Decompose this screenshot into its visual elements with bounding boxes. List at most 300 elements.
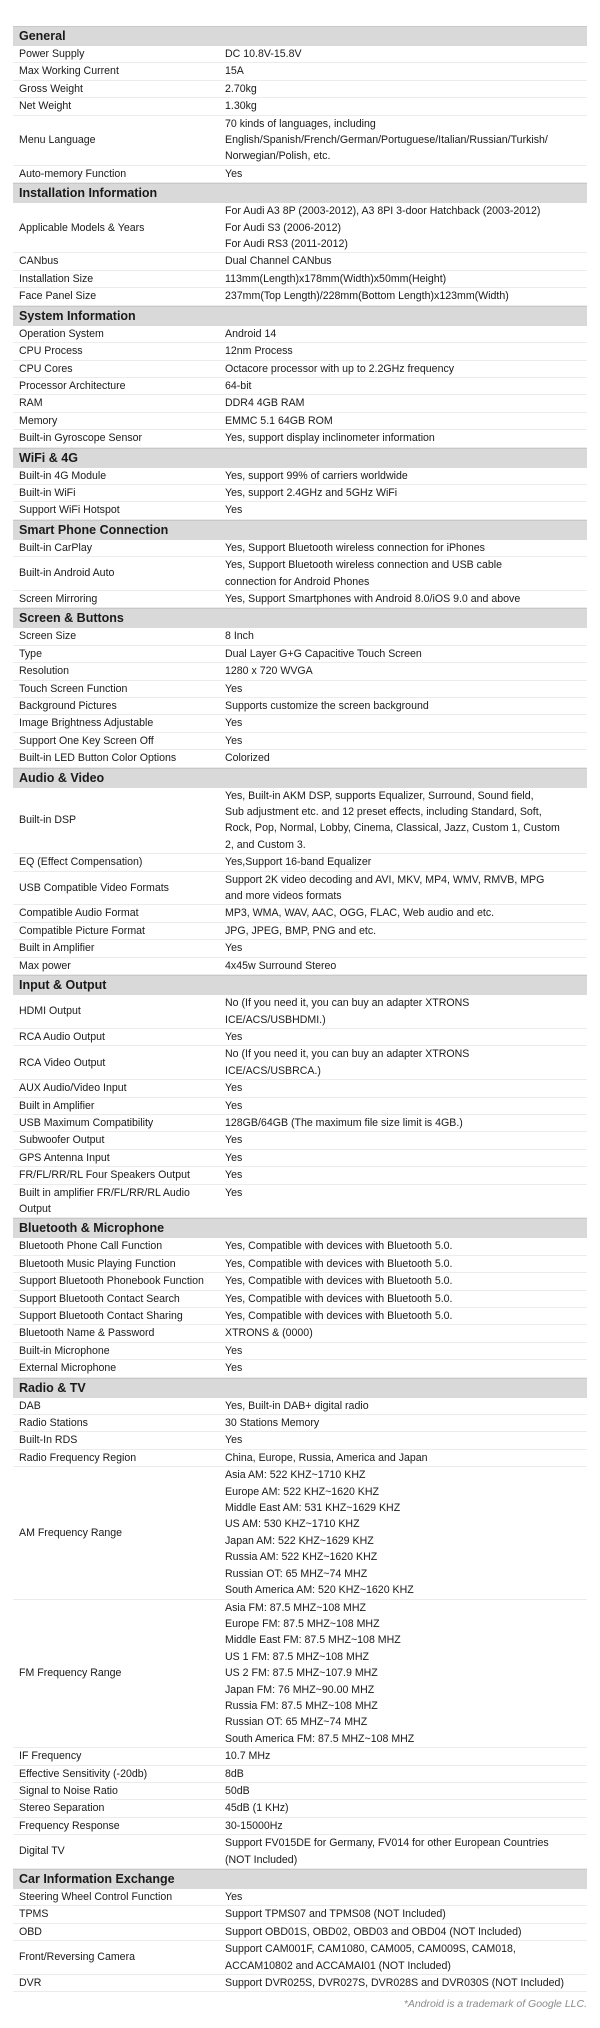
spec-value (223, 788, 587, 854)
spec-value-line: 30-15000Hz (225, 1819, 283, 1832)
section-general (13, 26, 587, 183)
spec-label: USB Maximum Compatibility (19, 1116, 154, 1129)
spec-row (13, 1600, 587, 1749)
spec-row (13, 1325, 587, 1342)
section-car-information-exchange (13, 1869, 587, 1992)
section-installation-information (13, 183, 587, 305)
spec-value (223, 413, 587, 429)
spec-label: Bluetooth Phone Call Function (19, 1240, 163, 1253)
spec-row (13, 1308, 587, 1325)
spec-value-line: US AM: 530 KHZ~1710 KHZ (225, 1518, 360, 1531)
section-header: Radio & TV (13, 1378, 587, 1398)
spec-row (13, 557, 587, 591)
spec-value (223, 1600, 587, 1748)
section-header: Smart Phone Connection (13, 520, 587, 540)
spec-label: FM Frequency Range (19, 1667, 122, 1680)
spec-row (13, 1167, 587, 1184)
spec-row (13, 1467, 587, 1599)
spec-value (223, 116, 587, 165)
spec-value-line: Asia FM: 87.5 MHZ~108 MHZ (225, 1601, 366, 1614)
spec-value (223, 750, 587, 766)
spec-row (13, 995, 587, 1029)
spec-value-line: Middle East AM: 531 KHZ~1629 KHZ (225, 1502, 401, 1515)
spec-row (13, 395, 587, 412)
section-header: Bluetooth & Microphone (13, 1218, 587, 1238)
spec-label: TPMS (19, 1908, 49, 1921)
spec-value-line: Yes, Support Bluetooth wireless connection for iPhones (225, 541, 485, 554)
spec-label: RCA Video Output (19, 1056, 106, 1069)
spec-value-line: 2, and Custom 3. (225, 838, 306, 851)
spec-value-line: 8 Inch (225, 630, 254, 643)
spec-value-line: 4x45w Surround Stereo (225, 959, 337, 972)
spec-row (13, 326, 587, 343)
spec-label: Bluetooth Name & Password (19, 1327, 155, 1340)
spec-value-line: Yes (225, 1169, 243, 1182)
spec-value (223, 343, 587, 359)
spec-value-line: Yes (225, 1030, 243, 1043)
spec-row (13, 1975, 587, 1992)
spec-row (13, 343, 587, 360)
spec-row (13, 1343, 587, 1360)
spec-value (223, 1343, 587, 1359)
spec-value (223, 1167, 587, 1183)
spec-label: Screen Mirroring (19, 592, 98, 605)
spec-label: Menu Language (19, 134, 96, 147)
spec-value-line: Supports customize the screen background (225, 700, 429, 712)
spec-row (13, 1450, 587, 1467)
spec-label: USB Compatible Video Formats (19, 881, 169, 894)
spec-label: Compatible Picture Format (19, 924, 145, 937)
section-header: Audio & Video (13, 768, 587, 788)
spec-row (13, 872, 587, 906)
spec-value (223, 698, 587, 714)
spec-value (223, 1150, 587, 1166)
spec-value (223, 253, 587, 269)
spec-value-line: Dual Layer G+G Capacitive Touch Screen (225, 647, 422, 660)
spec-row (13, 1046, 587, 1080)
spec-label: Signal to Noise Ratio (19, 1784, 118, 1797)
spec-value-line: 128GB/64GB (The maximum file size limit is 4GB.) (225, 1116, 463, 1129)
spec-label: HDMI Output (19, 1005, 81, 1018)
spec-label: Face Panel Size (19, 290, 97, 303)
spec-value-line: Support DVR025S, DVR027S, DVR028S and DVR030S (NOT Included) (225, 1977, 564, 1990)
spec-value-line: Yes, Compatible with devices with Bluetooth 5.0. (225, 1275, 453, 1288)
spec-value (223, 872, 587, 905)
spec-value-line: connection for Android Phones (225, 575, 370, 588)
section-header: Car Information Exchange (13, 1869, 587, 1889)
section-smart-phone-connection (13, 520, 587, 609)
spec-label: Gross Weight (19, 82, 83, 95)
spec-row (13, 750, 587, 767)
spec-label: RAM (19, 397, 43, 410)
section-radio-tv (13, 1378, 587, 1869)
spec-label: Image Brightness Adjustable (19, 717, 154, 730)
spec-label: Power Supply (19, 48, 85, 60)
spec-value-line: 10.7 MHz (225, 1750, 271, 1763)
spec-value (223, 628, 587, 644)
spec-row (13, 733, 587, 750)
spec-value-line: ICE/ACS/USBHDMI.) (225, 1013, 326, 1026)
spec-row (13, 1080, 587, 1097)
spec-label: Bluetooth Music Playing Function (19, 1257, 176, 1270)
spec-label: CANbus (19, 255, 59, 268)
spec-value-line: Yes (225, 682, 243, 695)
spec-row (13, 1783, 587, 1800)
spec-value-line: Dual Channel CANbus (225, 255, 332, 268)
spec-row (13, 81, 587, 98)
spec-label: Screen Size (19, 630, 77, 643)
spec-row (13, 1238, 587, 1255)
spec-value (223, 1975, 587, 1991)
spec-value-line: Yes, support display inclinometer information (225, 432, 435, 445)
spec-row (13, 98, 587, 115)
spec-label: Resolution (19, 665, 70, 678)
section-header: Screen & Buttons (13, 608, 587, 628)
spec-value (223, 1783, 587, 1799)
spec-value-line: ACCAM10802 and ACCAMAI01 (NOT Included) (225, 1959, 451, 1972)
spec-value-line: Yes, support 99% of carriers worldwide (225, 469, 408, 482)
spec-value-line: Yes, Support Smartphones with Android 8.0/iOS 9.0 and above (225, 592, 521, 605)
spec-value-line: 45dB (1 KHz) (225, 1802, 289, 1815)
spec-row (13, 715, 587, 732)
spec-row (13, 468, 587, 485)
spec-row (13, 1432, 587, 1449)
spec-label: Built-in WiFi (19, 486, 76, 499)
spec-value-line: US 1 FM: 87.5 MHZ~108 MHZ (225, 1650, 369, 1663)
spec-label: GPS Antenna Input (19, 1151, 110, 1164)
spec-value-line: Yes, Support Bluetooth wireless connection and USB cable (225, 559, 502, 572)
spec-row (13, 540, 587, 557)
spec-value-line: Sub adjustment etc. and 12 preset effects, including Standard, Soft, (225, 806, 542, 819)
spec-value-line: Yes, Compatible with devices with Bluetooth 5.0. (225, 1292, 453, 1305)
spec-label: Stereo Separation (19, 1802, 105, 1815)
spec-label: Processor Architecture (19, 379, 126, 392)
spec-row (13, 271, 587, 288)
spec-row (13, 430, 587, 447)
spec-value-line: Yes,Support 16-band Equalizer (225, 856, 372, 869)
spec-row (13, 1273, 587, 1290)
spec-row (13, 1132, 587, 1149)
spec-row (13, 46, 587, 63)
spec-label: Built in Amplifier (19, 1099, 95, 1112)
spec-value (223, 1924, 587, 1940)
spec-value-line: Asia AM: 522 KHZ~1710 KHZ (225, 1469, 366, 1482)
spec-label: OBD (19, 1925, 42, 1938)
spec-label: CPU Cores (19, 362, 73, 375)
spec-value-line: Yes (225, 1099, 243, 1112)
spec-value (223, 395, 587, 411)
spec-value-line: Russia FM: 87.5 MHZ~108 MHZ (225, 1699, 378, 1712)
spec-label: Radio Stations (19, 1417, 88, 1430)
spec-label: DVR (19, 1977, 42, 1990)
spec-label: Max Working Current (19, 65, 119, 78)
spec-value-line: 70 kinds of languages, including (225, 117, 376, 130)
spec-label: EQ (Effect Compensation) (19, 856, 143, 869)
spec-value (223, 1360, 587, 1376)
spec-value-line: 1280 x 720 WVGA (225, 665, 313, 678)
spec-value-line: Rock, Pop, Normal, Lobby, Cinema, Classical, Jazz, Custom 1, Custom (225, 822, 560, 835)
spec-row (13, 288, 587, 305)
spec-label: Subwoofer Output (19, 1134, 105, 1147)
spec-value-line: For Audi S3 (2006-2012) (225, 221, 342, 234)
spec-label: Effective Sensitivity (-20db) (19, 1767, 148, 1780)
spec-row (13, 923, 587, 940)
spec-row (13, 1360, 587, 1377)
spec-value-line: JPG, JPEG, BMP, PNG and etc. (225, 924, 377, 937)
spec-value (223, 81, 587, 97)
spec-value (223, 1029, 587, 1045)
spec-label: IF Frequency (19, 1750, 82, 1763)
spec-label: Front/Reversing Camera (19, 1951, 135, 1964)
spec-row (13, 1291, 587, 1308)
spec-value-line: Yes, Compatible with devices with Bluetooth 5.0. (225, 1257, 453, 1270)
spec-label: Installation Size (19, 272, 94, 285)
spec-value-line: DC 10.8V-15.8V (225, 48, 302, 60)
spec-label: Support WiFi Hotspot (19, 504, 120, 517)
spec-value-line: Russian OT: 65 MHZ~74 MHZ (225, 1716, 368, 1729)
section-header: Installation Information (13, 183, 587, 203)
spec-value-line: South America AM: 520 KHZ~1620 KHZ (225, 1584, 414, 1597)
spec-row (13, 1800, 587, 1817)
spec-value-line: 237mm(Top Length)/228mm(Bottom Length)x123mm(Width) (225, 290, 509, 303)
spec-row (13, 681, 587, 698)
spec-value (223, 1256, 587, 1272)
spec-value-line: Yes (225, 1362, 243, 1375)
spec-value (223, 1325, 587, 1341)
spec-value (223, 46, 587, 62)
spec-value (223, 540, 587, 556)
spec-value-line: Support 2K video decoding and AVI, MKV, MP4, WMV, RMVB, MPG (225, 873, 545, 886)
spec-row (13, 958, 587, 975)
spec-value (223, 1800, 587, 1816)
section-audio-video (13, 768, 587, 975)
spec-value-line: MP3, WMA, WAV, AAC, OGG, FLAC, Web audio and etc. (225, 907, 495, 920)
spec-label: Background Pictures (19, 700, 117, 712)
spec-value-line: Yes (225, 734, 243, 747)
spec-label: Support Bluetooth Phonebook Function (19, 1275, 204, 1288)
spec-value-line: and more videos formats (225, 890, 342, 903)
spec-row (13, 485, 587, 502)
spec-value-line: Yes (225, 1434, 243, 1447)
spec-label: Built-in LED Button Color Options (19, 752, 177, 765)
section-header: Input & Output (13, 975, 587, 995)
spec-label: Type (19, 647, 42, 660)
spec-value (223, 591, 587, 607)
spec-row (13, 166, 587, 183)
spec-label: Digital TV (19, 1845, 65, 1858)
spec-row (13, 1185, 587, 1219)
spec-value (223, 663, 587, 679)
spec-value-line: Japan FM: 76 MHZ~90.00 MHZ (225, 1683, 375, 1696)
spec-value-line: Support CAM001F, CAM1080, CAM005, CAM009S, CAM018, (225, 1943, 516, 1956)
spec-value-line: Middle East FM: 87.5 MHZ~108 MHZ (225, 1634, 401, 1647)
spec-value (223, 1432, 587, 1448)
spec-row (13, 361, 587, 378)
spec-row (13, 1766, 587, 1783)
spec-value-line: Yes, Built-in AKM DSP, supports Equalizer, Surround, Sound field, (225, 789, 534, 802)
spec-value-line: Support OBD01S, OBD02, OBD03 and OBD04 (NOT Included) (225, 1925, 522, 1938)
spec-label: Frequency Response (19, 1819, 120, 1832)
spec-value (223, 1906, 587, 1922)
spec-value (223, 468, 587, 484)
spec-value (223, 715, 587, 731)
spec-value-line: ICE/ACS/USBRCA.) (225, 1064, 321, 1077)
spec-value-line: Yes (225, 1186, 243, 1199)
section-screen-buttons (13, 608, 587, 767)
spec-value (223, 361, 587, 377)
spec-value (223, 1941, 587, 1974)
spec-value-line: Support FV015DE for Germany, FV014 for other European Countries (225, 1837, 549, 1850)
spec-table (13, 26, 587, 1992)
spec-row (13, 63, 587, 80)
spec-value (223, 1132, 587, 1148)
section-wifi-4g (13, 448, 587, 520)
spec-row (13, 698, 587, 715)
spec-label: CPU Process (19, 345, 83, 358)
spec-label: Support Bluetooth Contact Sharing (19, 1310, 183, 1322)
spec-label: FR/FL/RR/RL Four Speakers Output (19, 1169, 190, 1182)
spec-label: Built-in 4G Module (19, 469, 107, 482)
spec-label: AM Frequency Range (19, 1526, 123, 1539)
spec-value-line: Yes (225, 717, 243, 730)
spec-row (13, 854, 587, 871)
spec-value-line: For Audi A3 8P (2003-2012), A3 8PI 3-door Hatchback (2003-2012) (225, 205, 541, 218)
spec-label: Memory (19, 414, 58, 427)
spec-row (13, 203, 587, 253)
spec-row (13, 1150, 587, 1167)
spec-value-line: Russia AM: 522 KHZ~1620 KHZ (225, 1551, 378, 1564)
spec-value (223, 1748, 587, 1764)
spec-row (13, 1889, 587, 1906)
spec-value (223, 430, 587, 446)
spec-value (223, 958, 587, 974)
spec-label: Built-in Gyroscope Sensor (19, 432, 143, 445)
spec-value (223, 1098, 587, 1114)
spec-label: Operation System (19, 327, 104, 340)
spec-label: Built-in CarPlay (19, 541, 93, 554)
spec-value-line: Yes (225, 504, 243, 517)
spec-value-line: Norwegian/Polish, etc. (225, 150, 331, 163)
spec-value (223, 1889, 587, 1905)
spec-value (223, 485, 587, 501)
spec-value-line: EMMC 5.1 64GB ROM (225, 414, 333, 427)
spec-row (13, 905, 587, 922)
spec-value-line: Russian OT: 65 MHZ~74 MHZ (225, 1567, 368, 1580)
spec-label: Built-In RDS (19, 1434, 78, 1447)
spec-value-line: Yes (225, 1134, 243, 1147)
spec-row (13, 1398, 587, 1415)
section-header: General (13, 26, 587, 46)
spec-value-line: 2.70kg (225, 82, 257, 95)
spec-value (223, 557, 587, 590)
spec-value-line: Android 14 (225, 327, 277, 340)
spec-row (13, 1029, 587, 1046)
spec-label: DAB (19, 1399, 41, 1412)
spec-row (13, 1748, 587, 1765)
spec-label: Built-in Microphone (19, 1344, 110, 1357)
spec-row (13, 1098, 587, 1115)
spec-value-line: XTRONS & (0000) (225, 1327, 313, 1340)
spec-value-line: Yes (225, 1891, 243, 1903)
trademark-footnote: *Android is a trademark of Google LLC. (403, 1998, 587, 2010)
spec-label: RCA Audio Output (19, 1030, 105, 1043)
section-input-output (13, 975, 587, 1218)
spec-row (13, 116, 587, 166)
spec-value-line: 8dB (225, 1767, 244, 1780)
spec-row (13, 1256, 587, 1273)
spec-value (223, 1046, 587, 1079)
spec-label: Touch Screen Function (19, 682, 128, 695)
spec-value-line: Yes, Built-in DAB+ digital radio (225, 1399, 369, 1412)
spec-value-line: For Audi RS3 (2011-2012) (225, 238, 348, 251)
spec-value (223, 1415, 587, 1431)
spec-row (13, 413, 587, 430)
spec-value (223, 271, 587, 287)
spec-label: Steering Wheel Control Function (19, 1891, 173, 1903)
spec-value-line: Yes (225, 942, 243, 955)
spec-row (13, 1415, 587, 1432)
spec-value (223, 733, 587, 749)
spec-label: AUX Audio/Video Input (19, 1082, 127, 1095)
spec-value-line: English/Spanish/French/German/Portuguese/Italian/Russian/Turkish/ (225, 134, 548, 147)
spec-value (223, 1450, 587, 1466)
spec-value-line: Yes (225, 167, 243, 180)
spec-value-line: 64-bit (225, 379, 252, 392)
spec-row (13, 253, 587, 270)
section-bluetooth-microphone (13, 1218, 587, 1377)
spec-value (223, 1080, 587, 1096)
spec-value (223, 940, 587, 956)
spec-value (223, 378, 587, 394)
spec-value (223, 1185, 587, 1218)
spec-label: Net Weight (19, 100, 72, 113)
spec-label: Built-in DSP (19, 814, 77, 827)
spec-value-line: South America FM: 87.5 MHZ~108 MHZ (225, 1732, 415, 1745)
spec-value (223, 203, 587, 252)
spec-value (223, 646, 587, 662)
spec-value-line: Europe FM: 87.5 MHZ~108 MHZ (225, 1617, 380, 1630)
spec-value (223, 905, 587, 921)
section-header: WiFi & 4G (13, 448, 587, 468)
section-system-information (13, 306, 587, 448)
spec-label: Applicable Models & Years (19, 221, 145, 234)
spec-value-line: Yes (225, 1082, 243, 1095)
spec-value-line: Europe AM: 522 KHZ~1620 KHZ (225, 1485, 379, 1498)
spec-value-line: DDR4 4GB RAM (225, 397, 305, 410)
spec-value-line: (NOT Included) (225, 1853, 298, 1866)
spec-value-line: Colorized (225, 752, 270, 765)
spec-value (223, 681, 587, 697)
spec-value-line: Yes (225, 1151, 243, 1164)
spec-value-line: Yes, Compatible with devices with Bluetooth 5.0. (225, 1240, 453, 1253)
spec-value-line: Yes, support 2.4GHz and 5GHz WiFi (225, 486, 398, 499)
spec-value (223, 1818, 587, 1834)
spec-label: Compatible Audio Format (19, 907, 139, 920)
spec-value (223, 854, 587, 870)
spec-value (223, 1308, 587, 1324)
spec-row (13, 1924, 587, 1941)
spec-row (13, 1818, 587, 1835)
spec-label: Auto-memory Function (19, 167, 127, 180)
spec-value (223, 502, 587, 518)
spec-label: Radio Frequency Region (19, 1451, 137, 1464)
spec-value (223, 326, 587, 342)
spec-value (223, 1273, 587, 1289)
spec-value-line: Yes, Compatible with devices with Bluetooth 5.0. (225, 1310, 453, 1322)
spec-value-line: Yes (225, 1344, 243, 1357)
spec-value-line: China, Europe, Russia, America and Japan (225, 1451, 428, 1464)
spec-row (13, 1115, 587, 1132)
